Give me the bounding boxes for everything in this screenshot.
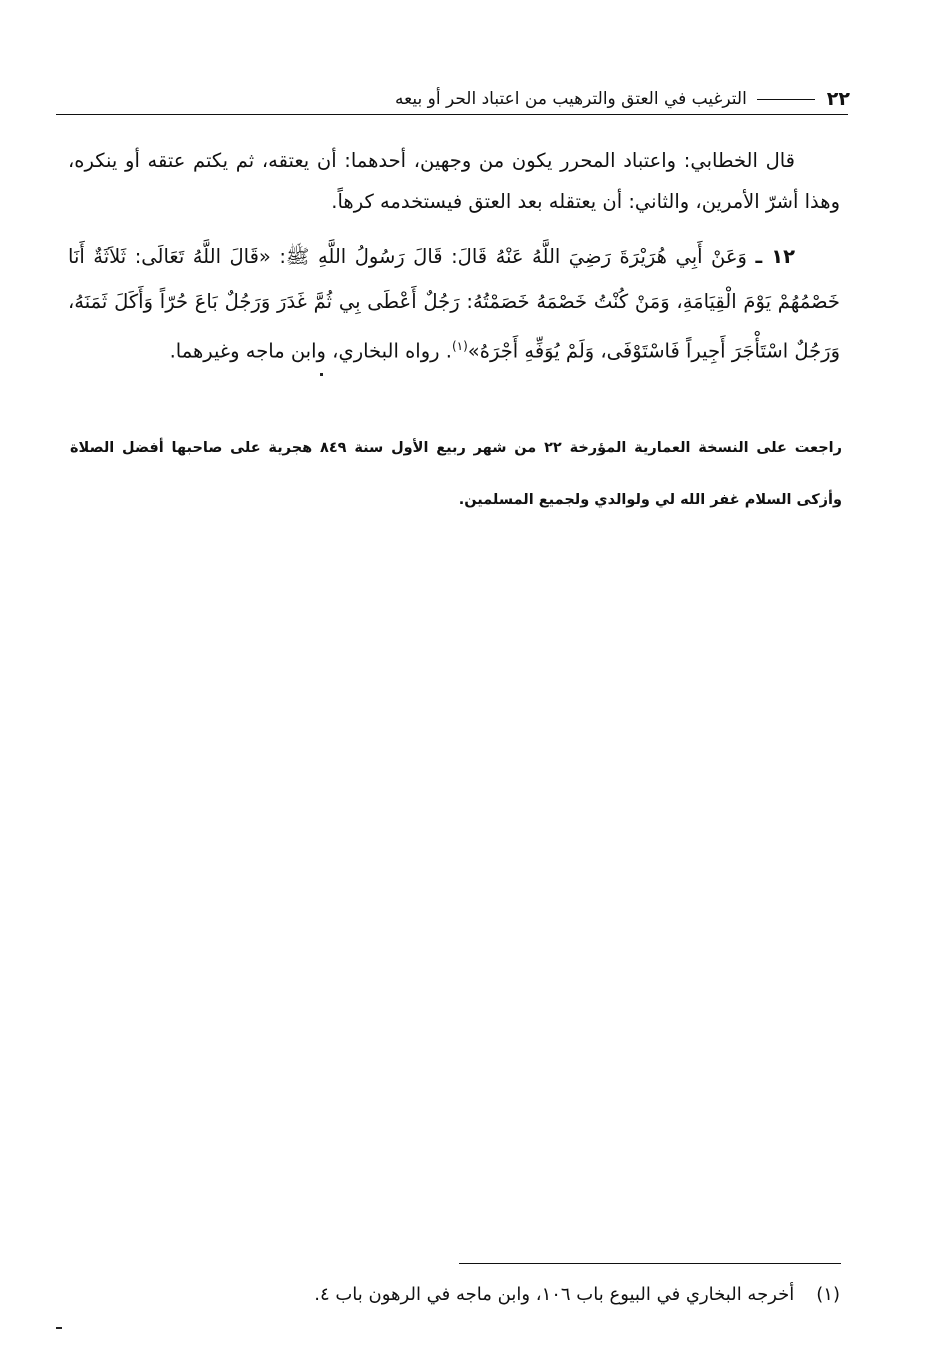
footnote-reference[interactable]: (١) xyxy=(451,339,468,353)
hadith-paragraph xyxy=(68,234,840,374)
manuscript-note: راجعت على النسخة العمارية المؤرخة ٢٢ من شهر ربيع الأول سنة ٨٤٩ هجرية على صاحبها أفضل الصلاة وأزكى السلام غفر الله لي ولوالدي ولجميع المسلمين. xyxy=(70,440,842,508)
hadith-source: . رواه البخاري، وابن ماجه وغيرهما. xyxy=(169,339,452,363)
footnote-rule xyxy=(459,1263,841,1264)
commentary-paragraph: قال الخطابي: واعتباد المحرر يكون من وجهين، أحدهما: أن يعتقه، ثم يكتم عتقه أو ينكره، وهذا أشرّ الأمرين، والثاني: أن يعتقله بعد العتق فيستخدمه كرهاً. xyxy=(68,149,840,213)
running-title: الترغيب في العتق والترهيب من اعتباد الحر أو بيعه xyxy=(395,89,747,109)
scan-speck xyxy=(56,1327,62,1329)
scan-speck xyxy=(320,373,323,376)
main-text xyxy=(68,140,840,222)
hadith-number: ١٢ ـ xyxy=(755,245,795,268)
footnote-text: أخرجه البخاري في البيوع باب ١٠٦، وابن ماجه في الرهون باب ٤. xyxy=(314,1284,795,1305)
hadith-text: وَعَنْ أَبِي هُرَيْرَةَ رَضِيَ اللَّهُ عَنْهُ قَالَ: قَالَ رَسُولُ اللَّهِ ﷺ: «قَالَ اللَّهُ تَعَالَى: ثَلاَثَةٌ أَنَا خَصْمُهُمْ يَوْمَ الْقِيَامَةِ، وَمَنْ كُنْتُ خَصْمَهُ خَصَمْتُهُ: رَجُلٌ أَعْطَى بِي ثُمَّ غَدَرَ وَرَجُلٌ بَاعَ حُرّاً وَأَكَلَ ثَمَنَهُ، وَرَجُلٌ اسْتَأْجَرَ أَجِيراً فَاسْتَوْفَى، وَلَمْ يُوَفِّهِ أَجْرَهُ» xyxy=(68,245,840,363)
page-number: ٢٢ xyxy=(826,88,850,110)
header-dash xyxy=(757,99,815,100)
running-header xyxy=(70,84,850,114)
footnote xyxy=(150,1280,840,1310)
footnote-mark: (١) xyxy=(816,1284,840,1305)
hadith-block xyxy=(68,234,840,374)
header-rule xyxy=(56,114,848,115)
